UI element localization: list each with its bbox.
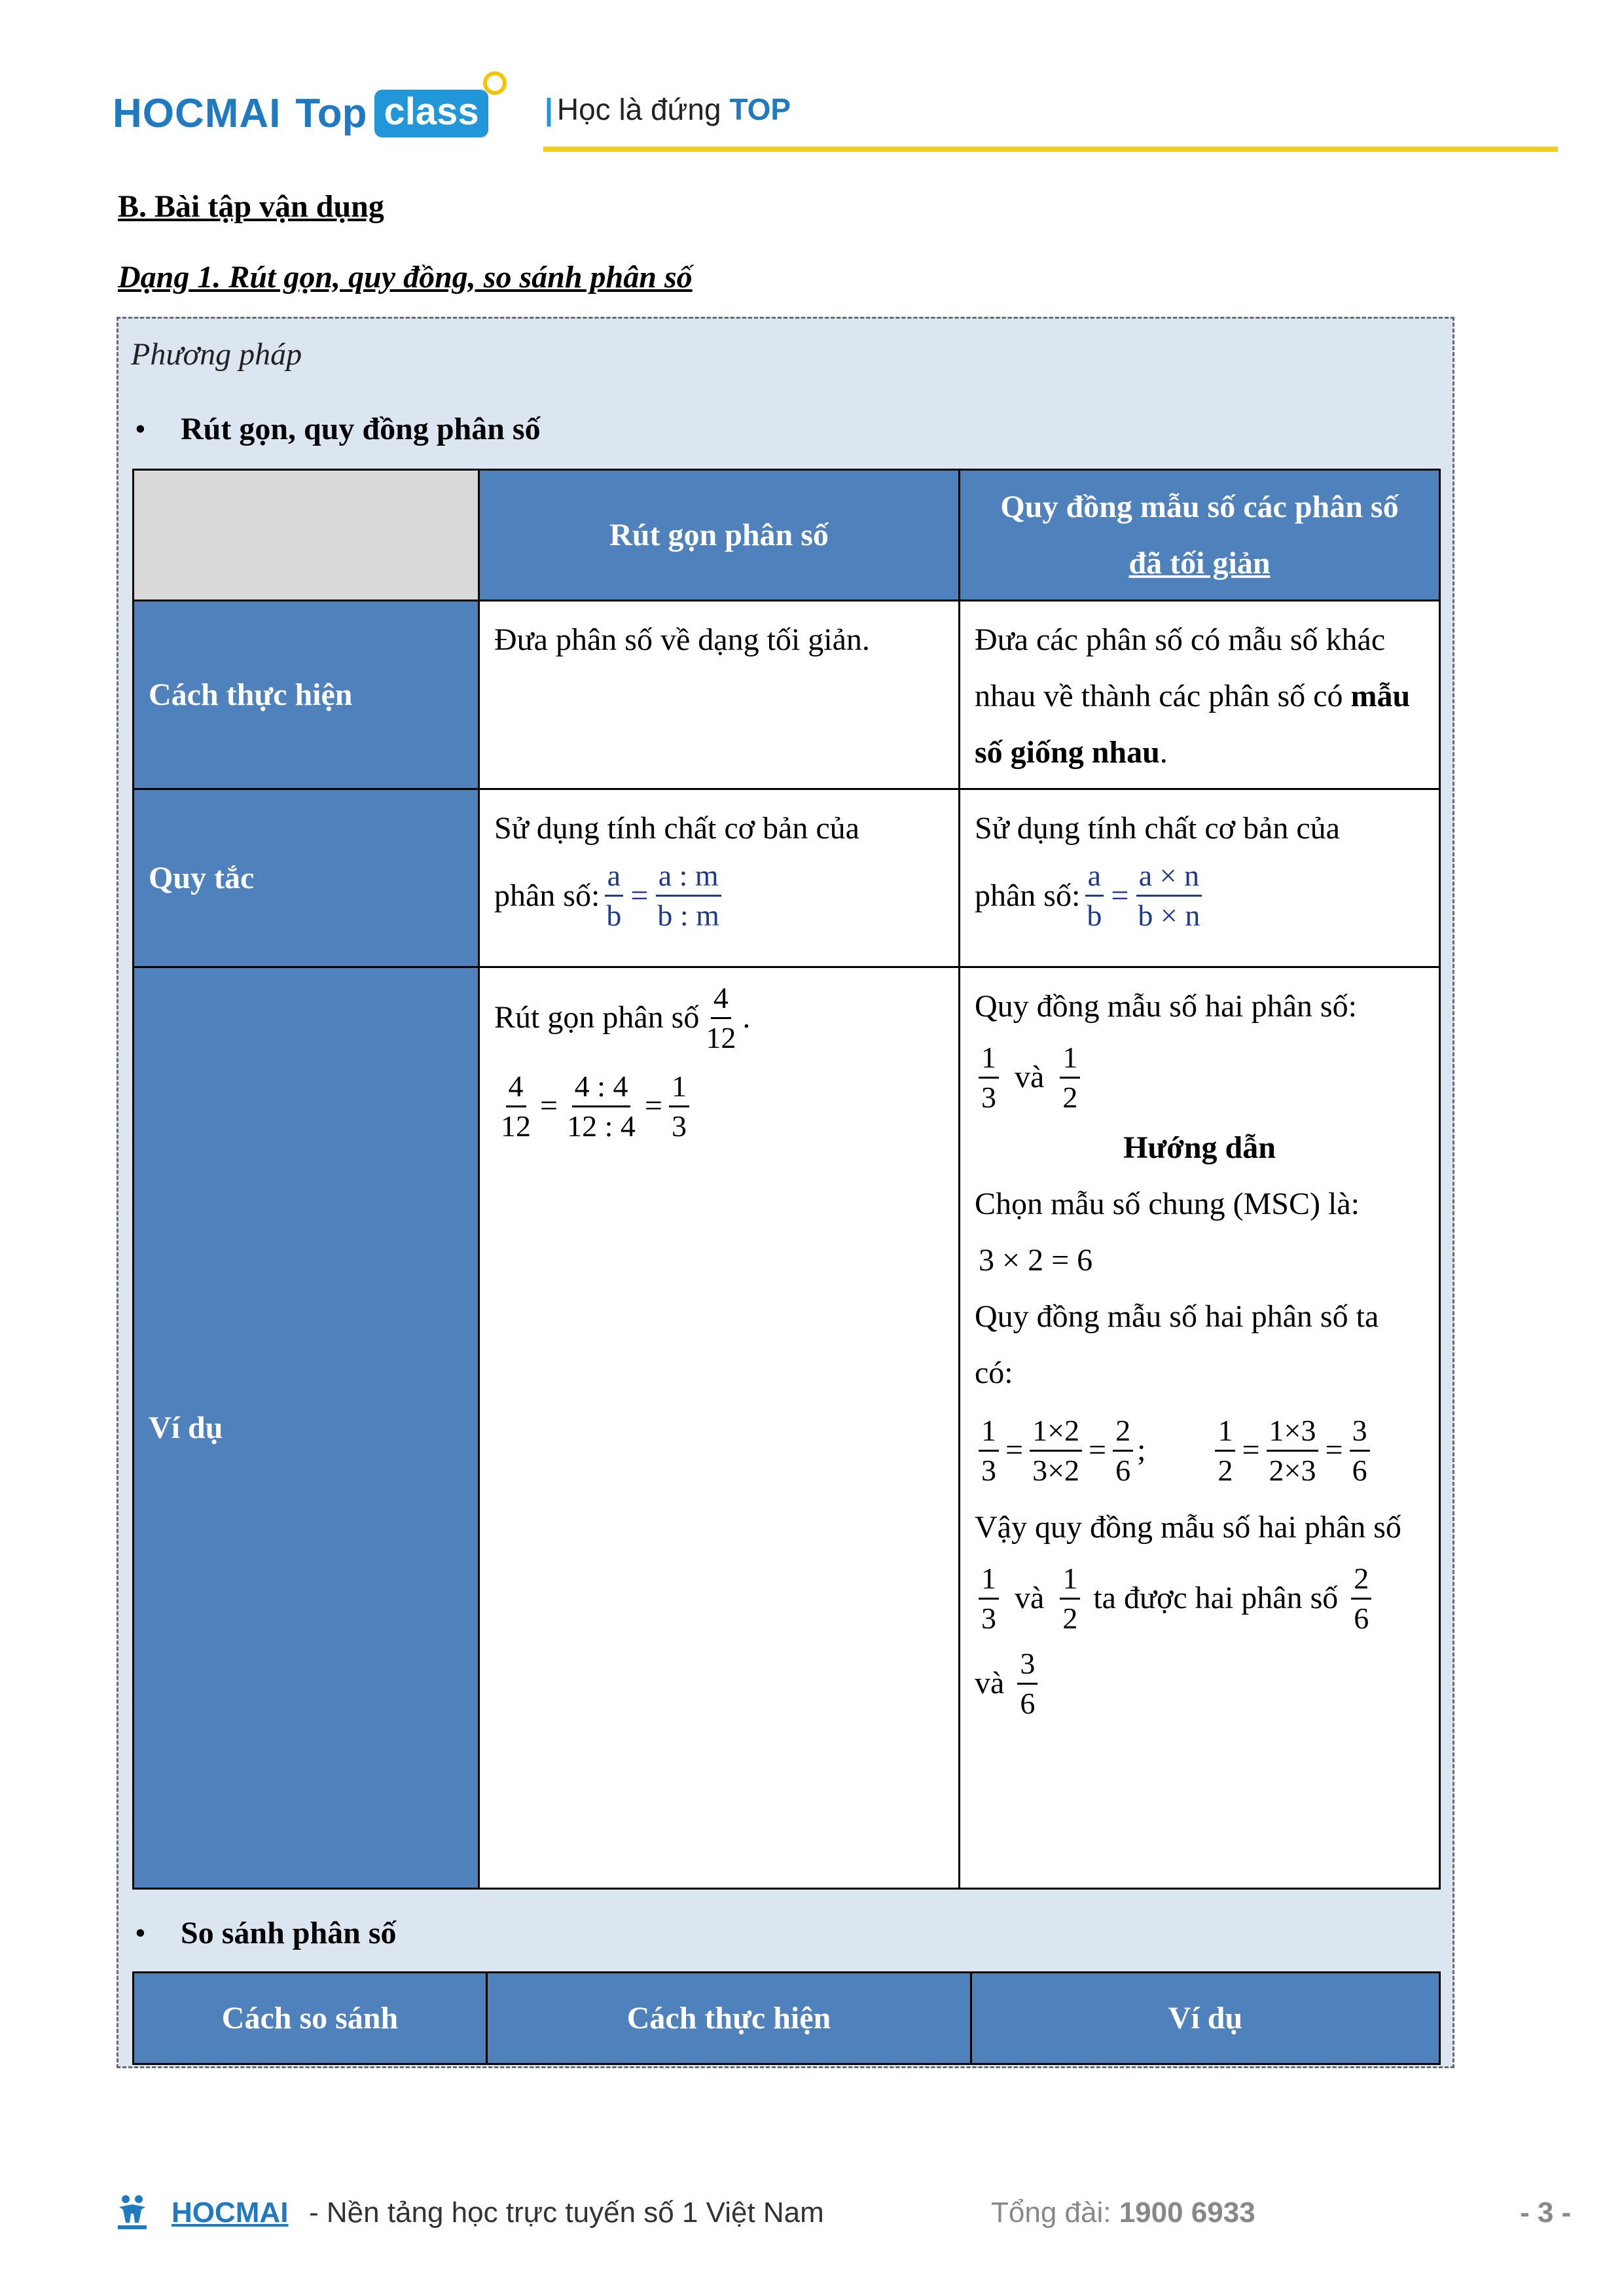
table-header-row (134, 470, 1440, 601)
and-word: và (975, 1666, 1005, 1700)
example-simplify-intro-text: Rút gọn phân số (494, 1000, 700, 1035)
rule-simplify-line1: Sử dụng tính chất cơ bản của (494, 811, 859, 846)
page-footer (0, 2179, 1624, 2245)
numerator: 4 : 4 (572, 1067, 631, 1107)
header-how-to: Cách thực hiện (487, 1973, 971, 2064)
header-example: Ví dụ (971, 1973, 1440, 2064)
numerator: 1×3 (1267, 1412, 1319, 1452)
fraction (703, 979, 738, 1057)
semicolon: ; (1137, 1433, 1146, 1467)
header-common-denominator-line2: đã tối giản (1128, 545, 1271, 581)
denominator: 3 (981, 1453, 996, 1487)
equals-sign: = (1325, 1433, 1343, 1467)
msc-calc: 3 × 2 = 6 (979, 1243, 1093, 1278)
denominator: b (1087, 899, 1102, 932)
table-corner-cell (134, 470, 479, 601)
denominator: 12 (501, 1109, 531, 1143)
guide-title: Hướng dẫn (1123, 1130, 1276, 1165)
footer-tagline: - Nền tảng học trực tuyến số 1 Việt Nam (309, 2197, 824, 2229)
table-row (134, 789, 1440, 967)
denominator: 6 (1354, 1601, 1369, 1635)
conclusion-text-b: ta được hai phân số (1093, 1581, 1339, 1615)
header-underline (543, 147, 1558, 152)
denominator: 3 (671, 1109, 687, 1143)
rule-simplify-cell (479, 789, 960, 967)
logo-class (374, 90, 488, 137)
example-simplify-intro (494, 978, 944, 1057)
convert-text: Quy đồng mẫu số hai phân số ta có: (975, 1299, 1379, 1390)
numerator: a × n (1136, 857, 1202, 897)
denominator: 2×3 (1269, 1453, 1316, 1487)
numerator: a (605, 857, 623, 897)
conclusion-line (975, 1556, 1424, 1641)
numerator: 3 (1350, 1412, 1370, 1452)
fraction (1267, 1412, 1319, 1490)
table-row (134, 601, 1440, 789)
numerator: 1 (1215, 1412, 1235, 1452)
method-common-denominator-text (960, 601, 1440, 789)
msc-text: Chọn mẫu số chung (MSC) là: (975, 1187, 1360, 1221)
example-simplify-cell (479, 967, 960, 1889)
section-title: B. Bài tập vận dụng (118, 189, 384, 224)
denominator: 3 (981, 1080, 996, 1114)
fraction (1350, 1412, 1370, 1490)
fraction (1060, 1560, 1080, 1638)
denominator: 2 (1218, 1453, 1233, 1487)
numerator: a (1085, 857, 1104, 897)
numerator: 3 (1017, 1645, 1038, 1685)
denominator: 6 (1020, 1686, 1036, 1720)
fraction (1135, 857, 1202, 935)
numerator: 2 (1351, 1560, 1371, 1600)
header-compare-method: Cách so sánh (134, 1973, 487, 2064)
hocmai-people-icon (117, 2194, 148, 2231)
numerator: 1 (979, 1560, 999, 1600)
fraction (498, 1067, 533, 1145)
method-label: Phương pháp (131, 337, 302, 372)
example-cd-intro: Quy đồng mẫu số hai phân số: (975, 989, 1357, 1024)
numerator: 4 (506, 1067, 526, 1107)
denominator: b (606, 899, 622, 932)
numerator: 1 (669, 1067, 689, 1107)
denominator: 2 (1062, 1601, 1078, 1635)
numerator: 1×2 (1030, 1412, 1082, 1452)
fraction (1060, 1039, 1080, 1117)
bullet-compare-fractions: • So sánh phân số (181, 1915, 397, 1951)
row-label-rule: Quy tắc (134, 789, 479, 967)
fraction (979, 1412, 999, 1490)
rule-common-denominator-cell (960, 789, 1440, 967)
conclusion-line-2 (975, 1641, 1424, 1726)
numerator: 2 (1113, 1412, 1133, 1452)
fraction (1084, 857, 1104, 935)
hocmai-topclass-logo (113, 77, 488, 149)
equals-sign: = (1242, 1433, 1260, 1467)
subsection-title: Dạng 1. Rút gọn, quy đồng, so sánh phân số (118, 260, 693, 295)
rule-simplify-prefix: phân số: (494, 878, 600, 913)
method-cd-text-end: . (1159, 735, 1168, 770)
denominator: 2 (1062, 1080, 1078, 1114)
fraction (1215, 1412, 1235, 1490)
denominator: 6 (1352, 1453, 1367, 1487)
equals-sign: = (630, 878, 649, 913)
denominator: 12 (706, 1020, 736, 1054)
equals-sign: = (1111, 878, 1129, 913)
method-simplify-text: Đưa phân số về dạng tối giản. (479, 601, 960, 789)
header-common-denominator-line1: Quy đồng mẫu số các phân số (1000, 489, 1399, 524)
equals-sign: = (540, 1088, 558, 1123)
denominator: b × n (1138, 899, 1200, 932)
fraction (979, 1560, 999, 1638)
denominator: 12 : 4 (567, 1109, 636, 1143)
numerator: 1 (979, 1039, 999, 1079)
bullet-simplify-common-denominator: • Rút gọn, quy đồng phân số (181, 411, 541, 447)
example-cd-fractions (975, 1035, 1424, 1120)
numerator: 1 (1060, 1039, 1080, 1079)
page-number: - 3 - (1520, 2197, 1572, 2229)
header-simplify: Rút gọn phân số (479, 470, 960, 601)
footer-phone-number: 1900 6933 (1119, 2197, 1255, 2229)
sun-icon (483, 71, 507, 95)
footer-phone-label: Tổng đài: (991, 2197, 1119, 2229)
numerator: 4 (711, 979, 731, 1019)
and-word: và (1015, 1581, 1045, 1615)
convert-calc (975, 1401, 1424, 1499)
method-cd-text-bold: mẫu số giống nhau (975, 679, 1411, 770)
denominator: 6 (1115, 1453, 1131, 1487)
equals-sign: = (1005, 1433, 1024, 1467)
logo-brand: HOCMAI (113, 90, 281, 136)
and-word: và (1015, 1060, 1045, 1094)
footer-phone (991, 2197, 1255, 2229)
logo-top: Top (295, 90, 367, 136)
tagline-highlight: TOP (729, 92, 791, 126)
rule-cd-prefix: phân số: (975, 878, 1081, 913)
tagline (545, 92, 791, 127)
equals-sign: = (644, 1088, 662, 1123)
example-common-denominator-cell (960, 967, 1440, 1889)
footer-brand-link[interactable]: HOCMAI (171, 2197, 289, 2229)
denominator: 3×2 (1032, 1453, 1080, 1487)
fraction (1351, 1560, 1371, 1638)
fraction-method-table (132, 469, 1441, 1890)
numerator: a : m (656, 857, 721, 897)
numerator: 1 (979, 1412, 999, 1452)
fraction (669, 1067, 689, 1145)
logo-class-text: class (384, 90, 479, 133)
rule-cd-formula (975, 857, 1424, 935)
fraction (604, 857, 624, 935)
tagline-prefix: Học là đứng (556, 92, 730, 126)
fraction (564, 1067, 638, 1145)
table-row (134, 967, 1440, 1889)
example-simplify-calc (494, 1057, 944, 1155)
tagline-divider: | (545, 92, 553, 126)
row-label-example: Ví dụ (134, 967, 479, 1889)
fraction (1017, 1645, 1038, 1723)
conclusion-text-a: Vậy quy đồng mẫu số hai phân số (975, 1510, 1401, 1545)
header-common-denominator (960, 470, 1440, 601)
denominator: b : m (657, 899, 719, 932)
rule-cd-line1: Sử dụng tính chất cơ bản của (975, 811, 1340, 846)
fraction (1030, 1412, 1082, 1490)
fraction (979, 1039, 999, 1117)
row-label-method: Cách thực hiện (134, 601, 479, 789)
page-header (0, 0, 1624, 170)
rule-simplify-formula (494, 857, 944, 935)
fraction (1113, 1412, 1133, 1490)
method-cd-text-a: Đưa các phân số có mẫu số khác nhau về thành các phân số có (975, 622, 1386, 713)
table-header-row (134, 1973, 1440, 2064)
compare-fractions-table (132, 1971, 1441, 2065)
period: . (742, 1000, 751, 1035)
equals-sign: = (1089, 1433, 1107, 1467)
numerator: 1 (1060, 1560, 1080, 1600)
fraction (655, 857, 722, 935)
denominator: 3 (981, 1601, 996, 1635)
